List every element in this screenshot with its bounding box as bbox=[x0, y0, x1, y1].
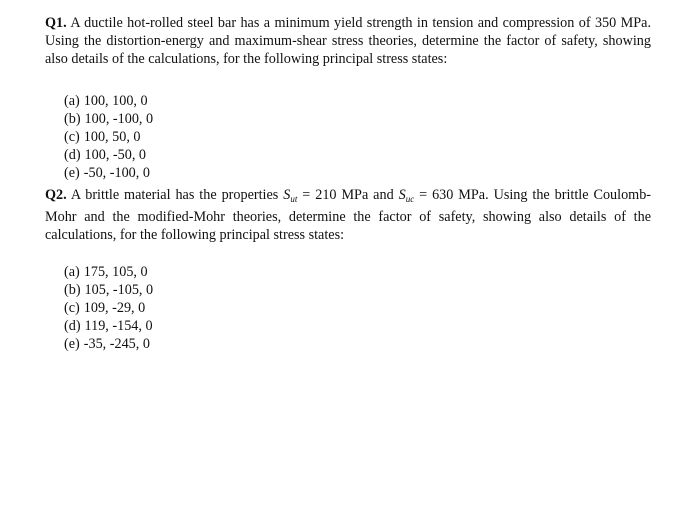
suc-symbol: S bbox=[398, 187, 406, 203]
q1-option-a bbox=[64, 92, 153, 110]
question-1 bbox=[45, 14, 651, 68]
sut-value: = 210 MPa and bbox=[302, 187, 394, 203]
question-1-text: A ductile hot-rolled steel bar has a minimum yield strength in tension and compression of 350 MPa. Using the distortion-energy and maximum-shear stress theories, determine the factor of safety, showing also details of the calculations, for the following principal stress states: bbox=[45, 15, 651, 67]
option-letter: (d) bbox=[64, 318, 81, 334]
option-value: 100, -100, 0 bbox=[84, 111, 154, 127]
question-1-label: Q1. bbox=[45, 15, 67, 31]
q2-option-d bbox=[64, 317, 153, 335]
q2-option-a bbox=[64, 263, 153, 281]
option-letter: (d) bbox=[64, 147, 81, 163]
option-letter: (c) bbox=[64, 300, 80, 316]
suc-subscript: uc bbox=[405, 194, 415, 204]
question-2-text-intro: A brittle material has the properties bbox=[70, 187, 279, 203]
option-value: 100, 100, 0 bbox=[83, 93, 148, 109]
option-value: 105, -105, 0 bbox=[84, 282, 154, 298]
option-letter: (b) bbox=[64, 282, 81, 298]
option-letter: (e) bbox=[64, 165, 80, 181]
option-letter: (e) bbox=[64, 336, 80, 352]
option-letter: (a) bbox=[64, 264, 80, 280]
q1-option-b bbox=[64, 110, 153, 128]
q2-option-c bbox=[64, 299, 153, 317]
option-letter: (c) bbox=[64, 129, 80, 145]
question-1-options bbox=[64, 92, 153, 182]
question-2-text-rest: = 630 MPa. Using the brittle Coulomb-Mohr and the modified-Mohr theories, determine the factor of safety, showing also details of the calculations, for the following principal stress states: bbox=[45, 187, 652, 243]
option-value: 175, 105, 0 bbox=[83, 264, 148, 280]
q2-option-e bbox=[64, 335, 153, 353]
option-letter: (b) bbox=[64, 111, 81, 127]
question-2-options bbox=[64, 263, 153, 353]
option-value: 109, -29, 0 bbox=[83, 300, 146, 316]
question-2 bbox=[45, 186, 651, 244]
q1-option-d bbox=[64, 146, 153, 164]
option-value: 100, 50, 0 bbox=[83, 129, 141, 145]
option-value: -50, -100, 0 bbox=[83, 165, 150, 181]
option-value: 119, -154, 0 bbox=[84, 318, 153, 334]
option-value: -35, -245, 0 bbox=[83, 336, 150, 352]
option-letter: (a) bbox=[64, 93, 80, 109]
option-value: 100, -50, 0 bbox=[84, 147, 147, 163]
q1-option-e bbox=[64, 164, 153, 182]
sut-symbol: S bbox=[283, 187, 291, 203]
sut-subscript: ut bbox=[290, 194, 298, 204]
question-2-label: Q2. bbox=[45, 187, 67, 203]
q1-option-c bbox=[64, 128, 153, 146]
q2-option-b bbox=[64, 281, 153, 299]
